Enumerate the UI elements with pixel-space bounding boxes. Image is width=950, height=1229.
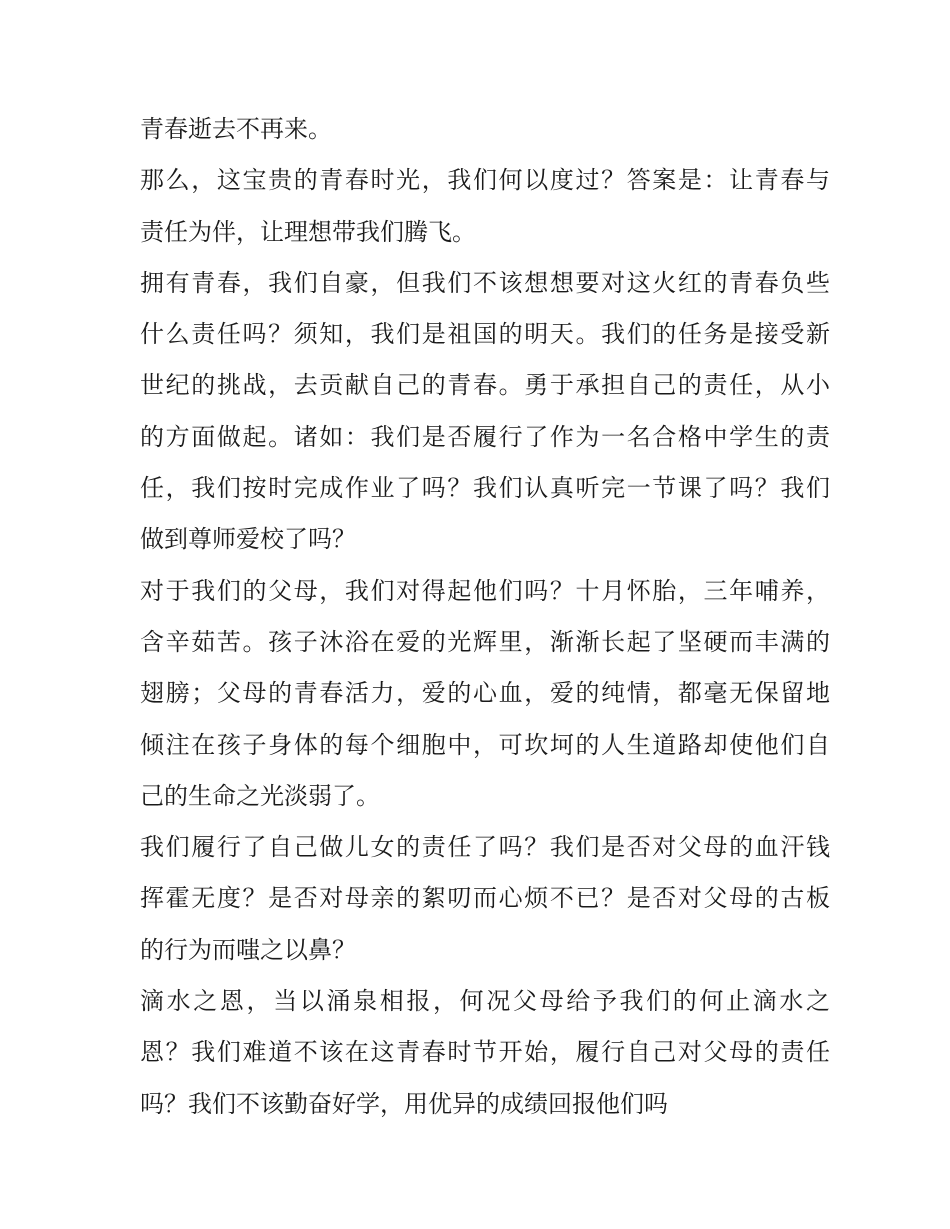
text-line: 什么责任吗？须知，我们是祖国的明天。我们的任务是接受新 [140, 320, 830, 349]
text-line: 恩？我们难道不该在这青春时节开始，履行自己对父母的责任 [140, 1038, 830, 1067]
text-line: 世纪的挑战，去贡献自己的青春。勇于承担自己的责任，从小 [140, 371, 830, 400]
text-line: 滴水之恩，当以涌泉相报，何况父母给予我们的何止滴水之 [140, 987, 830, 1016]
text-line: 那么，这宝贵的青春时光，我们何以度过？答案是：让青春与 [140, 166, 830, 195]
text-line: 对于我们的父母，我们对得起他们吗？十月怀胎，三年哺养， [140, 576, 830, 605]
text-line: 的方面做起。诸如：我们是否履行了作为一名合格中学生的责 [140, 422, 830, 451]
text-line: 拥有青春，我们自豪，但我们不该想想要对这火红的青春负些 [140, 268, 830, 297]
text-line: 我们履行了自己做儿女的责任了吗？我们是否对父母的血汗钱 [140, 833, 830, 862]
text-line: 责任为伴，让理想带我们腾飞。 [140, 217, 476, 246]
text-line: 己的生命之光淡弱了。 [140, 781, 380, 810]
text-line: 翅膀；父母的青春活力，爱的心血，爱的纯情，都毫无保留地 [140, 679, 830, 708]
text-line: 任，我们按时完成作业了吗？我们认真听完一节课了吗？我们 [140, 474, 830, 503]
text-line: 倾注在孩子身体的每个细胞中，可坎坷的人生道路却使他们自 [140, 730, 830, 759]
text-line: 挥霍无度？是否对母亲的絮叨而心烦不已？是否对父母的古板 [140, 884, 830, 913]
text-line: 做到尊师爱校了吗？ [140, 525, 356, 554]
text-line: 吗？我们不该勤奋好学，用优异的成绩回报他们吗 [140, 1089, 668, 1118]
text-line: 的行为而嗤之以鼻？ [140, 935, 356, 964]
text-line: 青春逝去不再来。 [140, 115, 332, 143]
text-line: 含辛茹苦。孩子沐浴在爱的光辉里，渐渐长起了坚硬而丰满的 [140, 627, 830, 656]
document-body [140, 104, 830, 1130]
